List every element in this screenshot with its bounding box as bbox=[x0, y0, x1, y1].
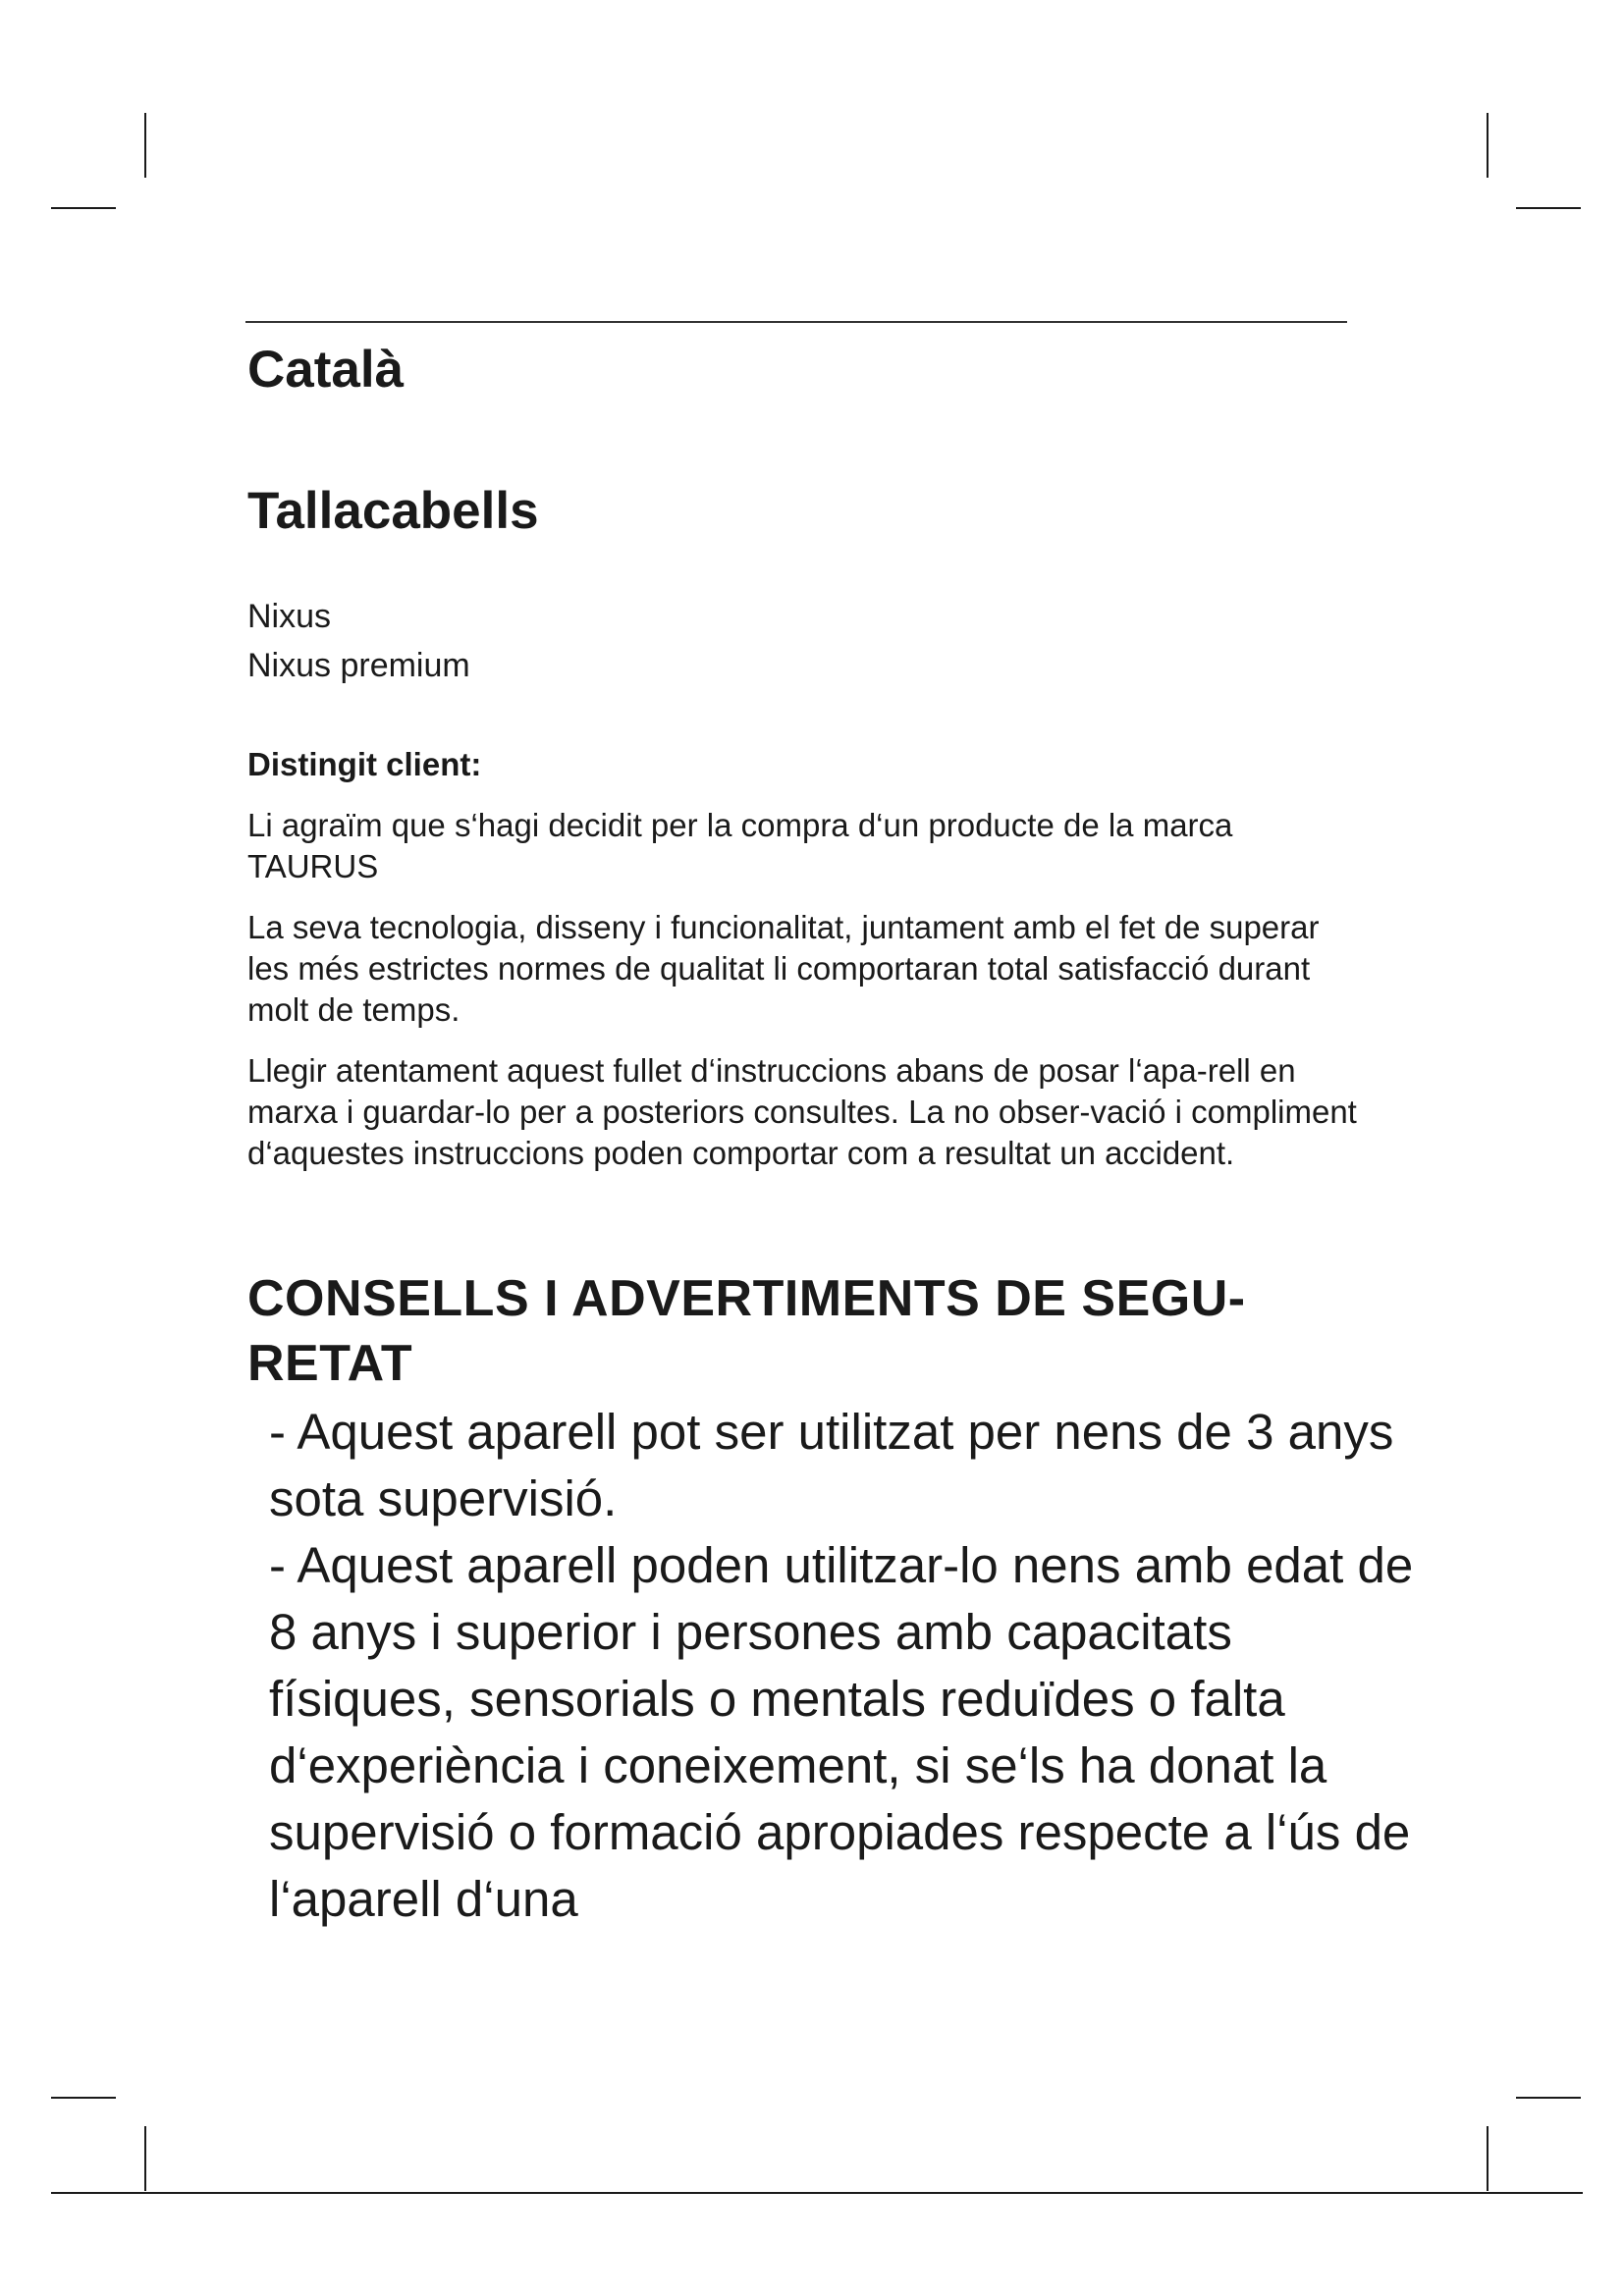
model-name: Nixus premium bbox=[247, 647, 470, 684]
crop-mark bbox=[51, 2097, 116, 2099]
safety-item: - Aquest aparell pot ser utilitzat per nens de 3 anys sota supervisió. bbox=[269, 1404, 1394, 1526]
language-heading: Català bbox=[247, 341, 405, 399]
safety-item: - Aquest aparell poden utilitzar-lo nens amb edat de 8 anys i superior i persones amb capacitats físiques, sensorials o mentals reduïdes o falta d‘experiència i coneixement, si se‘ls ha donat la supervisió o formació apropiades respecte a l‘ús de l‘aparell d‘una bbox=[269, 1537, 1414, 1927]
safety-heading: CONSELLS I ADVERTIMENTS DE SEGU-RETAT bbox=[247, 1270, 1246, 1392]
crop-mark bbox=[1487, 2126, 1489, 2191]
crop-mark bbox=[144, 113, 146, 178]
crop-mark bbox=[1516, 207, 1581, 209]
intro-section bbox=[247, 744, 1357, 1194]
crop-mark bbox=[1487, 113, 1489, 178]
safety-list bbox=[269, 1399, 1428, 1933]
crop-mark bbox=[51, 207, 116, 209]
intro-paragraph: Llegir atentament aquest fullet d‘instruccions abans de posar l‘apa-rell en marxa i guardar-lo per a posteriors consultes. La no obser-vació i compliment d‘aquestes instruccions poden comportar com a resultat un accident. bbox=[247, 1052, 1357, 1171]
header-rule bbox=[245, 321, 1347, 323]
crop-mark bbox=[1516, 2097, 1581, 2099]
product-title: Tallacabells bbox=[247, 482, 539, 540]
model-list bbox=[247, 592, 470, 690]
bottom-trim-line bbox=[51, 2192, 1583, 2194]
intro-paragraph: Li agraïm que s‘hagi decidit per la compra d‘un producte de la marca TAURUS bbox=[247, 807, 1233, 884]
greeting: Distingit client: bbox=[247, 746, 482, 782]
intro-paragraph: La seva tecnologia, disseny i funcionalitat, juntament amb el fet de superar les més estrictes normes de qualitat li comportaran total satisfacció durant molt de temps. bbox=[247, 909, 1320, 1028]
model-name: Nixus bbox=[247, 598, 332, 635]
crop-mark bbox=[144, 2126, 146, 2191]
